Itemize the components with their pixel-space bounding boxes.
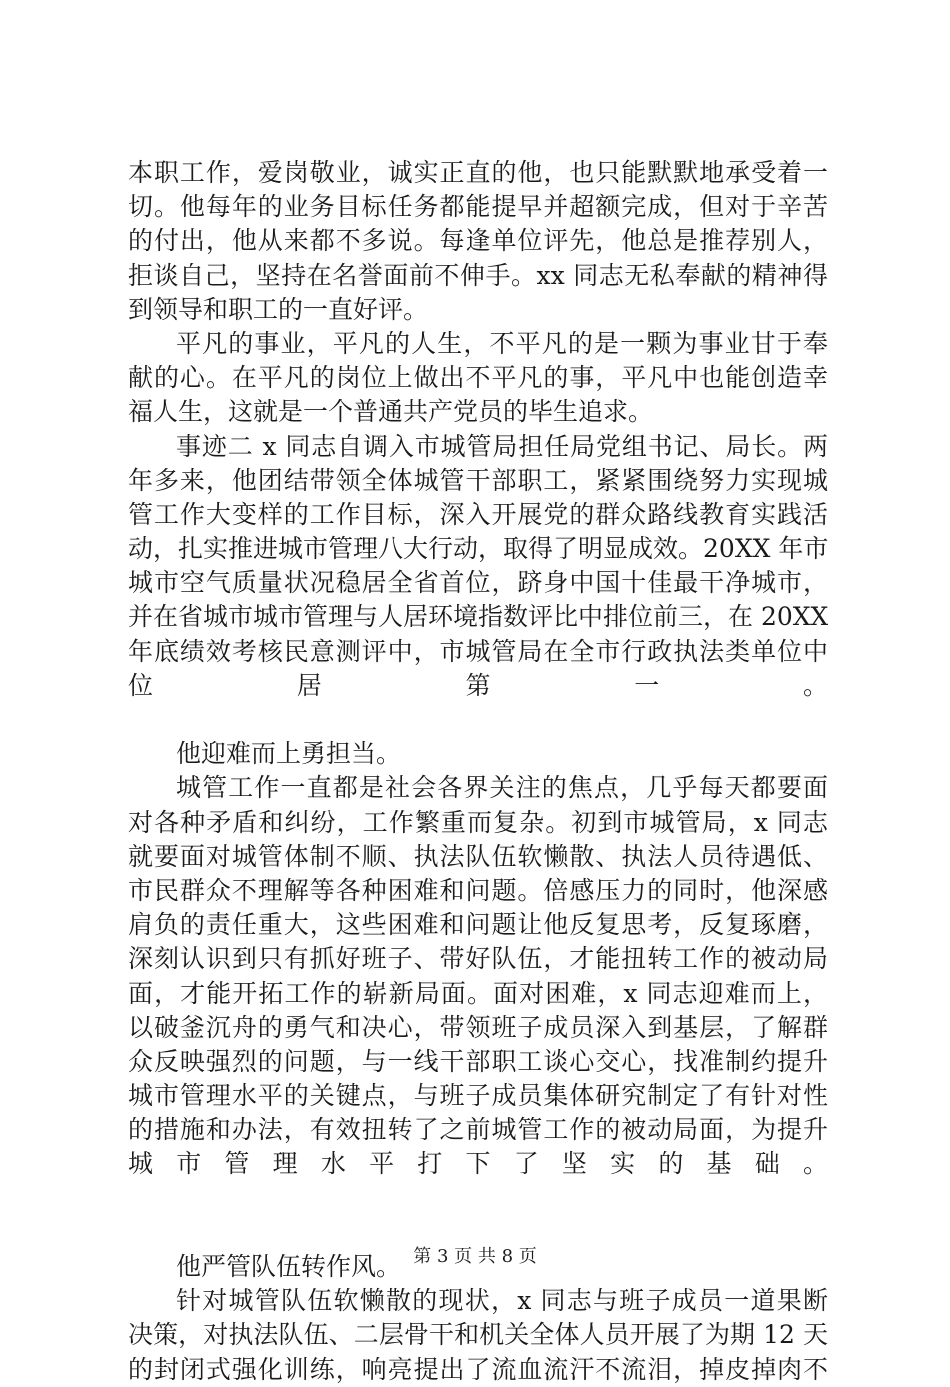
text-line [128,1182,828,1216]
page-footer: 第 3 页 共 8 页 [413,1246,537,1267]
text-line: 针对城管队伍软懒散的现状，x 同志与班子成员一道果断 [176,1286,828,1316]
document-body [128,156,828,1387]
text-line [128,703,828,737]
text-line: 城市空气质量状况稳居全省首位，跻身中国十佳最干净城市， [128,568,828,598]
heading-1 [128,737,828,771]
text-line: 拒谈自己，坚持在名誉面前不伸手。xx 同志无私奉献的精神得 [128,260,828,290]
text-line: 深刻认识到只有抓好班子、带好队伍，才能扭转工作的被动局 [128,944,828,974]
paragraph-4 [128,771,828,1250]
text-line: 并在省城市城市管理与人居环境指数评比中排位前三，在 20XX [128,602,828,632]
text-line: 献的心。在平凡的岗位上做出不平凡的事，平凡中也能创造幸 [128,363,828,393]
text-line: 年多来，他团结带领全体城管干部职工，紧紧围绕努力实现城 [128,465,828,495]
text-line: 事迹二 x 同志自调入市城管局担任局党组书记、局长。两 [176,431,828,461]
text-line: 对各种矛盾和纠纷，工作繁重而复杂。初到市城管局，x 同志 [128,807,828,837]
text-line: 众反映强烈的问题，与一线干部职工谈心交心，找准制约提升 [128,1046,828,1076]
text-line: 到领导和职工的一直好评。 [128,294,429,324]
text-line: 他严管队伍转作风。 [176,1252,402,1281]
text-line: 动，扎实推进城市管理八大行动，取得了明显成效。20XX 年市 [128,534,828,564]
text-line: 就要面对城管体制不顺、执法队伍软懒散、执法人员待遇低、 [128,841,828,871]
text-line: 福人生，这就是一个普通共产党员的毕生追求。 [128,397,654,427]
text-line: 他迎难而上勇担当。 [176,739,402,769]
text-line: 的封闭式强化训练，响亮提出了流血流汗不流泪，掉皮掉肉不 [128,1354,828,1384]
text-line: 位居第一。 [128,670,828,700]
paragraph-1 [128,156,828,327]
paragraph-5 [128,1284,828,1387]
paragraph-3 [128,430,828,738]
text-line: 管工作大变样的工作目标，深入开展党的群众路线教育实践活 [128,499,828,529]
text-line: 城管工作一直都是社会各界关注的焦点，几乎每天都要面 [176,773,828,803]
paragraph-2 [128,327,828,430]
text-line: 的措施和办法，有效扭转了之前城管工作的被动局面，为提升 [128,1115,828,1145]
text-line: 城市管理水平打下了坚实的基础。 [128,1149,828,1179]
text-line: 年底绩效考核民意测评中，市城管局在全市行政执法类单位中 [128,636,828,666]
text-line: 肩负的责任重大，这些困难和问题让他反复思考，反复琢磨， [128,910,828,940]
text-line: 的付出，他从来都不多说。每逢单位评先，他总是推荐别人， [128,226,828,256]
text-line: 面，才能开拓工作的崭新局面。面对困难，x 同志迎难而上， [128,978,828,1008]
text-line: 城市管理水平的关键点，与班子成员集体研究制定了有针对性 [128,1081,828,1111]
text-line: 市民群众不理解等各种困难和问题。倍感压力的同时，他深感 [128,875,828,905]
text-line: 本职工作，爱岗敬业，诚实正直的他，也只能默默地承受着一 [128,158,828,187]
text-line: 以破釜沉舟的勇气和决心，带领班子成员深入到基层，了解群 [128,1012,828,1042]
text-line: 决策，对执法队伍、二层骨干和机关全体人员开展了为期 12 天 [128,1320,828,1350]
text-line: 平凡的事业，平凡的人生，不平凡的是一颗为事业甘于奉 [176,328,828,358]
text-line: 切。他每年的业务目标任务都能提早并超额完成，但对于辛苦 [128,192,828,222]
